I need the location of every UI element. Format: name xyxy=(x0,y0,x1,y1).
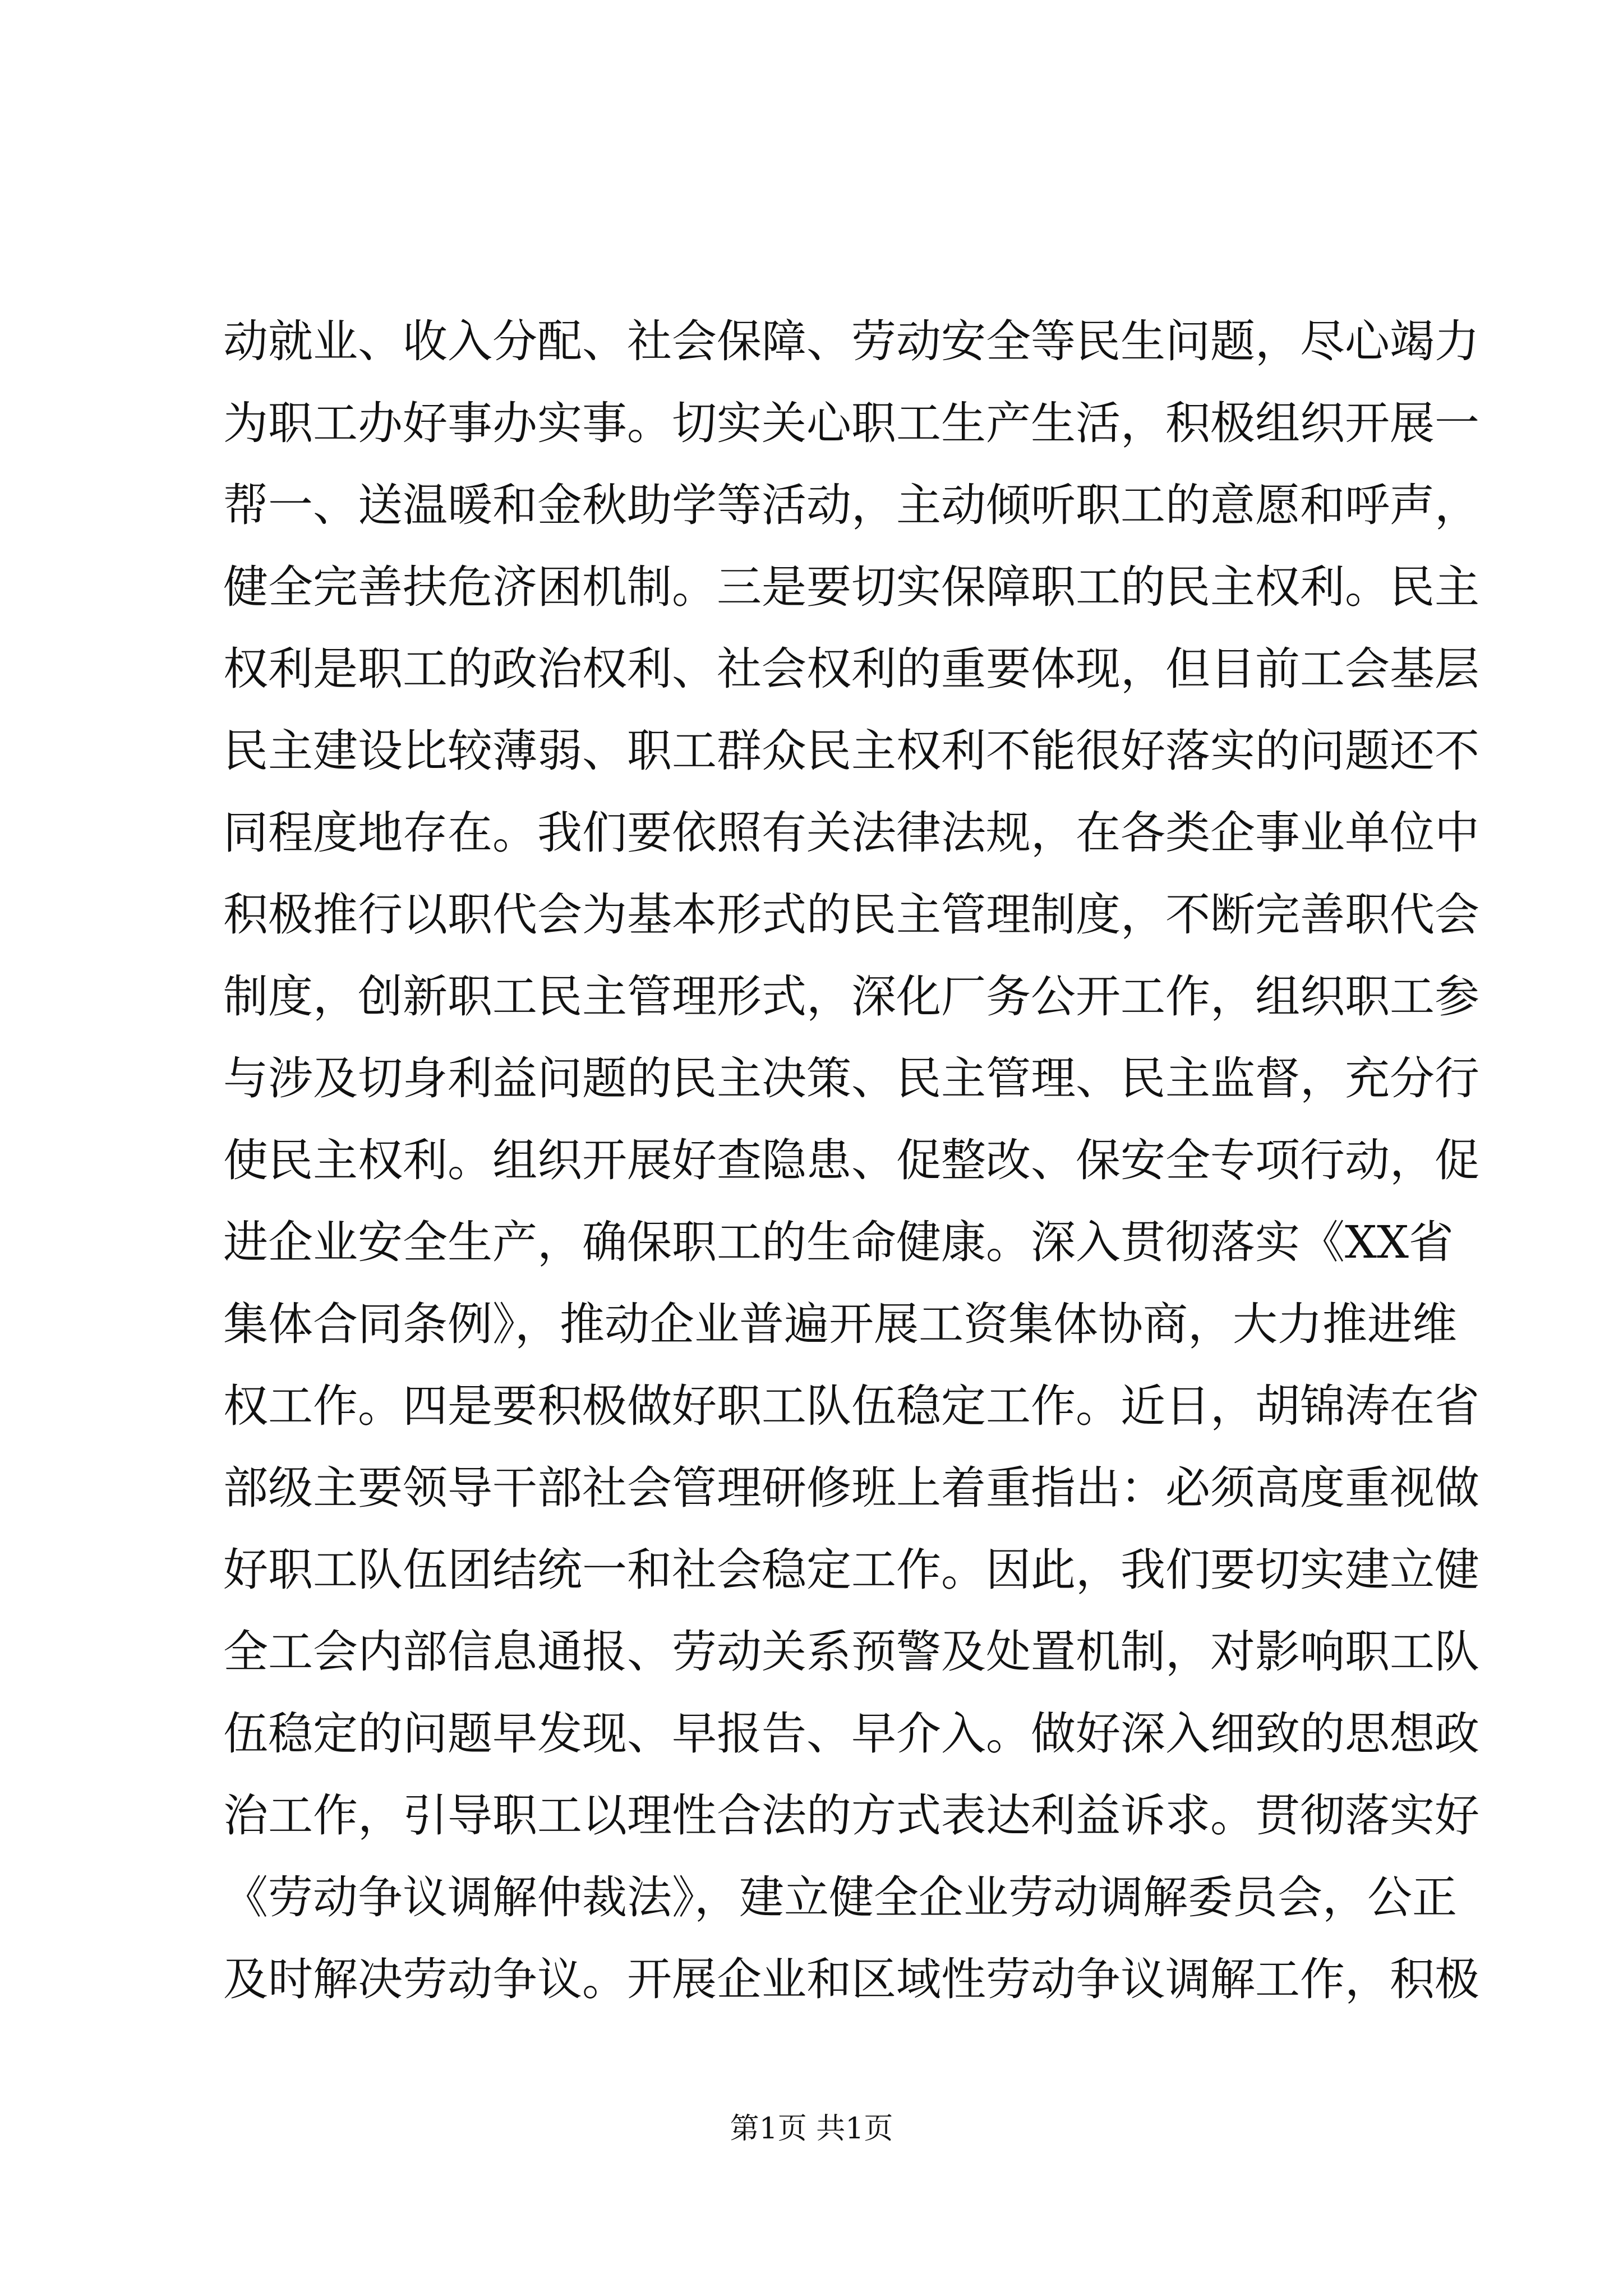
text-line: 同程度地存在。我们要依照有关法律法规，在各类企事业单位中 xyxy=(223,807,1479,859)
text-line: 与涉及切身利益问题的民主决策、民主管理、民主监督，充分行 xyxy=(223,1052,1479,1105)
text-line: 治工作，引导职工以理性合法的方式表达利益诉求。贯彻落实好 xyxy=(223,1789,1479,1842)
text-line: 使民主权利。组织开展好查隐患、促整改、保安全专项行动，促 xyxy=(223,1134,1479,1186)
text-line: 制度，创新职工民主管理形式，深化厂务公开工作，组织职工参 xyxy=(223,970,1479,1023)
text-line: 好职工队伍团结统一和社会稳定工作。因此，我们要切实建立健 xyxy=(223,1544,1479,1596)
text-line: 帮一、送温暖和金秋助学等活动，主动倾听职工的意愿和呼声， xyxy=(223,479,1479,531)
text-line: 为职工办好事办实事。切实关心职工生产生活，积极组织开展一 xyxy=(223,397,1479,449)
text-line: 集体合同条例》，推动企业普遍开展工资集体协商，大力推进维 xyxy=(223,1298,1457,1350)
page-number-footer: 第1页 共1页 xyxy=(730,2112,893,2146)
text-line: 健全完善扶危济困机制。三是要切实保障职工的民主权利。民主 xyxy=(223,561,1479,613)
text-line: 权工作。四是要积极做好职工队伍稳定工作。近日，胡锦涛在省 xyxy=(223,1380,1479,1432)
text-line: 伍稳定的问题早发现、早报告、早介入。做好深入细致的思想政 xyxy=(223,1708,1479,1760)
text-line: 进企业安全生产，确保职工的生命健康。深入贯彻落实《XX省 xyxy=(223,1216,1454,1268)
text-line: 部级主要领导干部社会管理研修班上着重指出：必须高度重视做 xyxy=(223,1462,1479,1514)
text-line: 动就业、收入分配、社会保障、劳动安全等民生问题，尽心竭力 xyxy=(223,315,1479,367)
body-text xyxy=(223,301,1479,2021)
text-line: 全工会内部信息通报、劳动关系预警及处置机制，对影响职工队 xyxy=(223,1626,1479,1678)
text-line: 民主建设比较薄弱、职工群众民主权利不能很好落实的问题还不 xyxy=(223,725,1479,777)
text-line: 权利是职工的政治权利、社会权利的重要体现，但目前工会基层 xyxy=(223,643,1479,695)
text-line: 及时解决劳动争议。开展企业和区域性劳动争议调解工作，积极 xyxy=(223,1953,1479,2005)
text-line: 《劳动争议调解仲裁法》，建立健全企业劳动调解委员会，公正 xyxy=(223,1871,1457,1924)
text-line: 积极推行以职代会为基本形式的民主管理制度，不断完善职代会 xyxy=(223,889,1479,941)
